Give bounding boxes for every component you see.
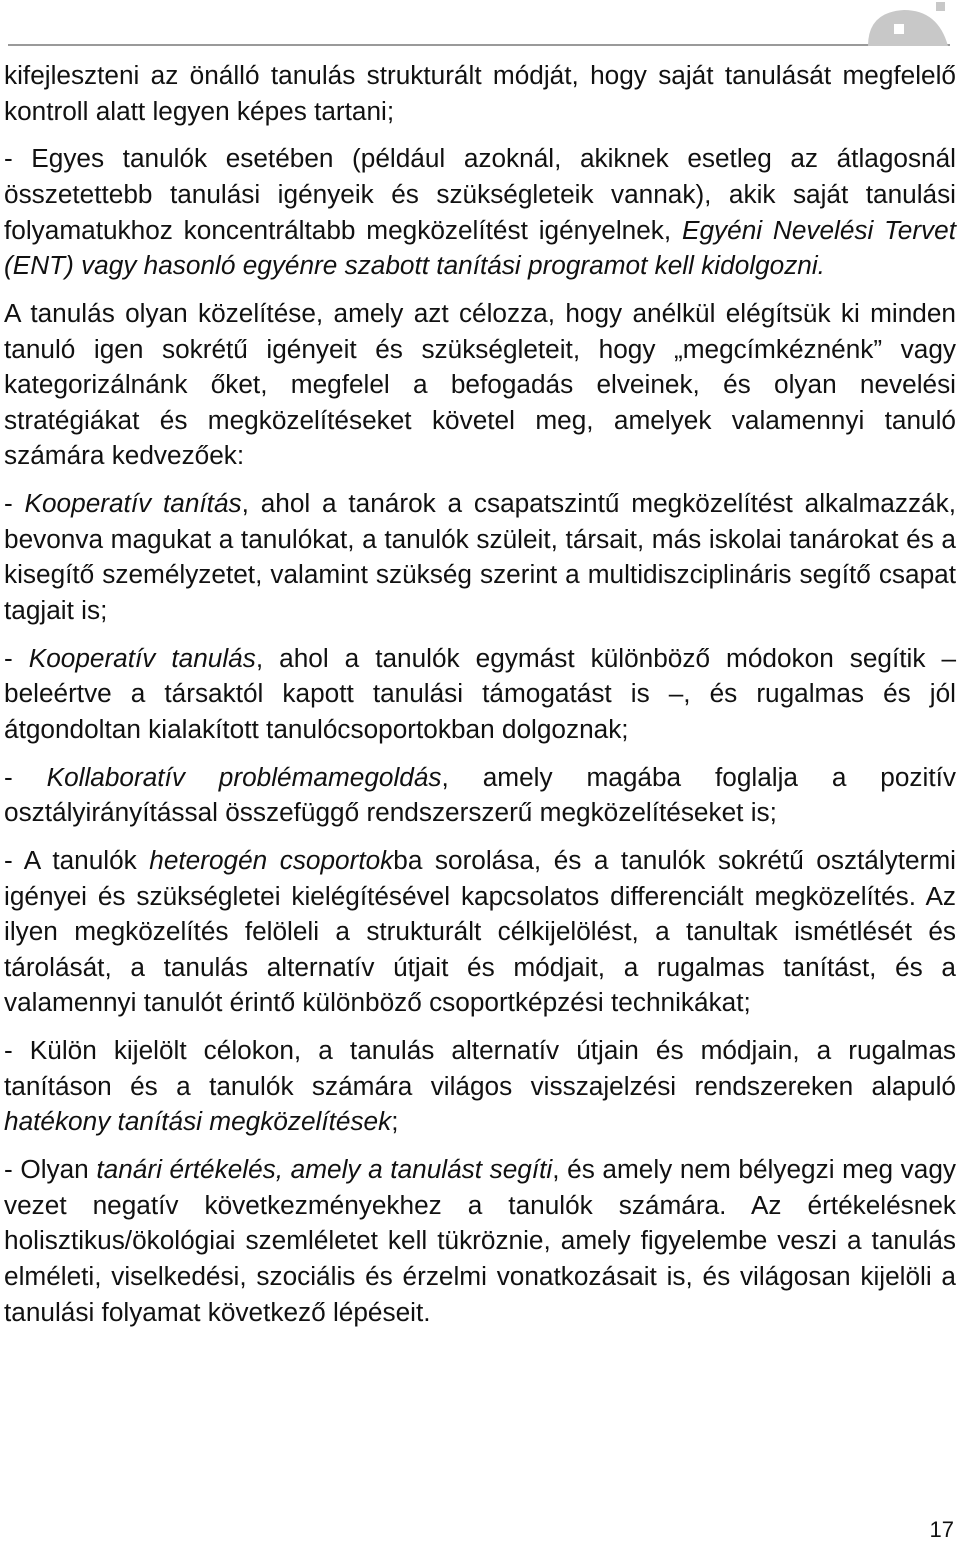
text-run: - xyxy=(4,488,25,519)
text-run: - Egyes tanulók esetében (például azoknál, akiknek esetleg az átlagosnál összetettebb tanulási igényeik és szükségleteik vannak), akik saját tanulási folyamatukhoz koncentráltabb megközelítést igényelnek, xyxy=(4,143,956,245)
page-number: 17 xyxy=(929,1517,954,1542)
paragraph xyxy=(4,641,956,748)
italic-text: tanári értékelés, amely a tanulást segíti xyxy=(96,1154,553,1185)
header-rule xyxy=(8,44,950,46)
text-run: - xyxy=(4,761,47,792)
text-run: - Olyan xyxy=(4,1154,97,1185)
italic-text: heterogén csoportok xyxy=(149,845,394,875)
text-run: - xyxy=(4,642,29,673)
document-body xyxy=(4,58,956,1330)
text-run: kifejleszteni az önálló tanulás strukturált módját, hogy saját tanulását megfelelő kontroll alatt legyen képes tartani; xyxy=(4,60,956,126)
paragraph xyxy=(4,1152,956,1330)
text-run: A tanulás olyan közelítése, amely azt célozza, hogy anélkül elégítsük ki minden tanuló igen sokrétű igényeit és szükségleteit, hogy „megcímkéznénk” vagy kategorizálnánk őket, megfelel a befogadás elveinek, és olyan nevelési stratégiákat és megközelítéseket követel meg, amelyek valamennyi tanuló számára kedvezőek: xyxy=(4,297,956,471)
text-run: ; xyxy=(391,1106,399,1137)
text-run: ba sorolása, és a tanulók sokrétű osztálytermi igényei és szükségletei kielégítésével kapcsolatos differenciált megközelítés. Az ilyen megközelítés felöleli a strukturált célkijelölést, a tanultak ismétlését és tárolását, a tanulás alternatív útjait és módjait, a rugalmas tanítást, és a valamennyi tanulót érintő különböző csoportképzési technikákat; xyxy=(4,845,956,1018)
italic-text: Kooperatív tanítás xyxy=(24,488,242,519)
paragraph xyxy=(4,58,956,129)
italic-text: Kooperatív tanulás xyxy=(28,642,256,673)
italic-text: Kollaboratív problémamegoldás xyxy=(46,761,442,792)
text-run: - A tanulók xyxy=(4,845,150,875)
text-run: , és amely nem bélyegzi meg vagy vezet negatív következményekhez a tanulók számára. Az értékelésnek holisztikus/ökológiai szemléletet kell tükröznie, amely figyelembe veszi a tanulás elméleti, viselkedési, szociális és érzelmi vonatkozásait is, és világosan kijelöli a tanulási folyamat következő lépéseit. xyxy=(4,1154,957,1327)
paragraph xyxy=(4,1033,956,1140)
italic-text: hatékony tanítási megközelítések xyxy=(4,1106,392,1137)
corner-logo-icon xyxy=(866,0,952,46)
paragraph xyxy=(4,760,956,831)
italic-text: Egyéni Nevelési Tervet (ENT) vagy hasonló egyénre szabott tanítási programot kell kidolgozni. xyxy=(4,214,956,281)
text-run: , ahol a tanárok a csapatszintű megközelítést alkalmazzák, bevonva magukat a tanulókat, a tanulók szüleit, társait, más iskolai tanárokat és a kisegítő személyzetet, valamint szükség szerint a multidiszciplináris segítő csapat tagjait is; xyxy=(4,488,956,625)
text-run: , ahol a tanulók egymást különböző módokon segítik – beleértve a társaktól kapott tanulási támogatást is –, és rugalmas és jól átgondoltan kialakított tanulócsoportokban dolgoznak; xyxy=(4,642,957,744)
paragraph xyxy=(4,141,956,283)
paragraph xyxy=(4,843,956,1021)
paragraph xyxy=(4,486,956,628)
text-run: , amely magába foglalja a pozitív osztályirányítással összefüggő rendszerszerű megközelítéseket is; xyxy=(4,761,956,828)
text-run: - Külön kijelölt célokon, a tanulás alternatív útjain és módjain, a rugalmas tanításon és a tanulók számára világos visszajelzési rendszereken alapuló xyxy=(4,1035,956,1101)
paragraph xyxy=(4,296,956,474)
